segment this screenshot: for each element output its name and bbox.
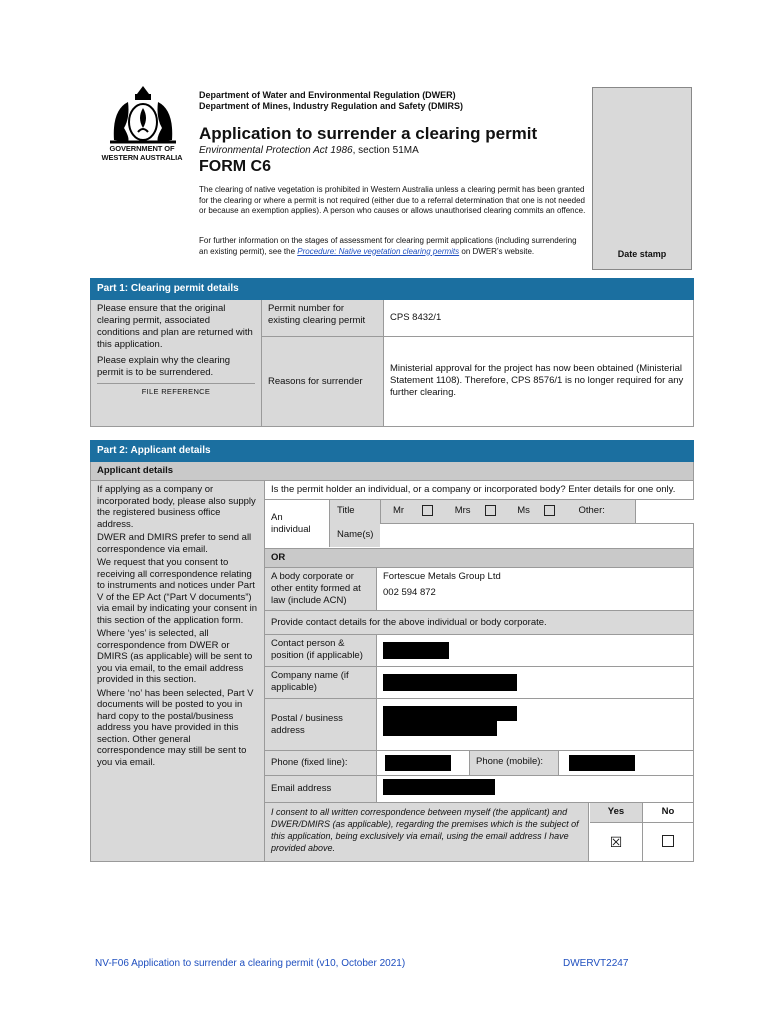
names-input[interactable]	[380, 524, 693, 547]
note-yes: Where ‘yes’ is selected, all correspondence from DWER or DMIRS (as applicable) will be sent to you via email, to the email address provided in this section.	[97, 628, 253, 685]
government-label: GOVERNMENT OF WESTERN AUSTRALIA	[101, 144, 183, 162]
redacted-address-2	[383, 721, 497, 736]
intro-paragraph: The clearing of native vegetation is prohibited in Western Australia unless a clearing permit has been granted for the clearing or where a permit is not required (either due to a referral determination that one is not needed or because an exemption applies). A person who causes or allows unauthorised clearing commits an offence.	[199, 185, 586, 215]
redacted-company	[383, 674, 517, 691]
consent-statement: I consent to all written correspondence between myself (the applicant) and DWER/DMIRS (as applicable), regarding the premises which is the subject of this application, being exclusively via email, using the email address I have provided above.	[265, 803, 589, 861]
dept-dmirs: Department of Mines, Industry Regulation and Safety (DMIRS)	[199, 101, 464, 111]
applicant-details-subheading: Applicant details	[91, 462, 694, 481]
procedure-link[interactable]: Procedure: Native vegetation clearing permits	[297, 246, 460, 256]
contact-intro: Provide contact details for the above individual or body corporate.	[265, 611, 694, 635]
title-options: Mr Mrs Ms Other:	[393, 505, 605, 517]
part2-table	[90, 440, 694, 862]
note-no: Where ‘no’ has been selected, Part V documents will be posted to you in hard copy to the postal/business address you have provided in this section. Other general correspondence may still be sent to you via email.	[97, 687, 254, 768]
consent-yes-checkbox[interactable]: ☒	[590, 823, 643, 861]
reasons-field[interactable]: Ministerial approval for the project has now been obtained (Ministerial Statement 1108). Therefore, CPS 8576/1 is no longer required for any further clearing.	[384, 337, 694, 427]
note-email-pref: DWER and DMIRS prefer to send all correspondence via email.	[97, 532, 252, 555]
email-field[interactable]	[377, 776, 694, 803]
contact-person-field[interactable]	[377, 635, 694, 667]
page-title: Application to surrender a clearing permit	[199, 124, 538, 143]
holder-question: Is the permit holder an individual, or a company or incorporated body? Enter details for one only.	[265, 481, 694, 500]
postal-address-field[interactable]	[377, 699, 694, 751]
info-paragraph: For further information on the stages of assessment for clearing permit applications (including surrendering an existing permit), see the Procedure: Native vegetation clearing permits on DWER’s website.	[199, 236, 577, 256]
note-company: If applying as a company or incorporated body, please also supply the registered business office address.	[97, 484, 256, 530]
act-reference: Environmental Protection Act 1986, section 51MA	[199, 145, 419, 156]
footer-code: DWERVT2247	[563, 958, 629, 969]
note-consent: We request that you consent to receiving all correspondence relating to instruments and notices under Part V of the EP Act (“Part V documents”) via email by indicating your consent in this section of the application form.	[97, 557, 258, 626]
part1-table	[90, 278, 694, 427]
part1-heading: Part 1: Clearing permit details	[91, 279, 694, 300]
names-label: Name(s)	[337, 529, 374, 540]
redacted-email	[383, 779, 495, 795]
part1-note-original: Please ensure that the original clearing permit, associated conditions and plan are returned with this application.	[97, 303, 253, 350]
redacted-phone-mobile[interactable]	[569, 755, 635, 771]
reasons-label: Reasons for surrender	[262, 337, 384, 427]
redacted-contact	[383, 642, 449, 659]
redacted-phone-fixed[interactable]	[385, 755, 451, 771]
title-label: Title	[337, 505, 355, 516]
consent-yes-label: Yes	[590, 803, 643, 823]
footer-form-title: NV-F06 Application to surrender a clearing permit (v10, October 2021)	[95, 958, 406, 969]
email-label: Email address	[265, 776, 377, 803]
date-stamp-box: Date stamp	[592, 87, 692, 270]
part1-note-explain: Please explain why the clearing permit is to be surrendered.	[97, 355, 231, 378]
mr-checkbox[interactable]	[422, 505, 433, 516]
individual-label: An individual	[271, 512, 311, 535]
consent-no-checkbox[interactable]	[643, 823, 693, 861]
consent-no-label: No	[643, 803, 693, 823]
part2-heading: Part 2: Applicant details	[91, 441, 694, 462]
permit-number-field[interactable]: CPS 8432/1	[384, 300, 694, 337]
department-names	[199, 90, 463, 112]
file-reference-label: FILE REFERENCE	[97, 383, 255, 398]
form-number: FORM C6	[199, 158, 271, 175]
company-name-field[interactable]	[377, 667, 694, 699]
ms-checkbox[interactable]	[544, 505, 555, 516]
permit-number-label: Permit number for existing clearing permit	[262, 300, 384, 337]
phone-fixed-label: Phone (fixed line):	[265, 751, 377, 776]
dept-dwer: Department of Water and Environmental Regulation (DWER)	[199, 90, 456, 100]
phone-mobile-label: Phone (mobile):	[469, 751, 559, 775]
redacted-address-1	[383, 706, 517, 721]
company-name-label: Company name (if applicable)	[265, 667, 377, 699]
contact-person-label: Contact person & position (if applicable)	[265, 635, 377, 667]
body-corporate-field[interactable]: Fortescue Metals Group Ltd 002 594 872	[377, 568, 694, 611]
body-corporate-label: A body corporate or other entity formed at law (include ACN)	[265, 568, 377, 611]
other-title-input[interactable]	[635, 500, 694, 523]
postal-address-label: Postal / business address	[265, 699, 377, 751]
phone-row	[377, 751, 694, 776]
or-divider: OR	[265, 549, 694, 568]
mrs-checkbox[interactable]	[485, 505, 496, 516]
